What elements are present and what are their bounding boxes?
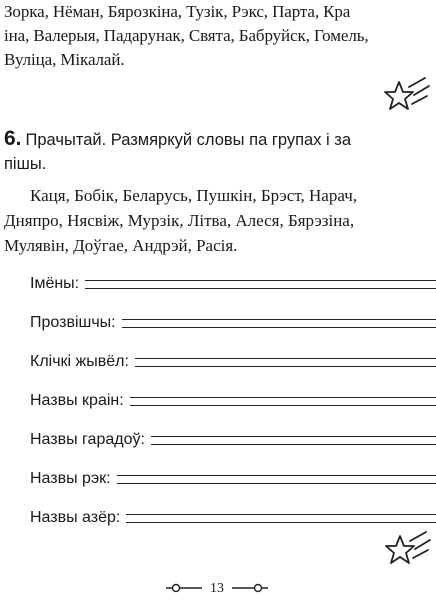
word-list <box>4 183 434 258</box>
word-line: Дняпро, Нясвіж, Мурзік, Літва, Алеся, Бярэзіна, <box>4 211 355 230</box>
task-6-instruction <box>4 127 434 176</box>
writing-line[interactable] <box>85 278 436 294</box>
category-row-rivers <box>30 465 436 489</box>
text-line: Зорка, Нёман, Бярозкіна, Тузік, Рэкс, Парта, Кра <box>4 2 351 21</box>
text-line: іна, Валерыя, Падарунак, Свята, Бабруйск, Гомель, <box>4 26 369 45</box>
category-label: Прозвішчы: <box>30 314 116 331</box>
instruction-line: Прачытай. Размяркуй словы па групах і за <box>25 131 352 149</box>
word-line: Мулявін, Доўгае, Андрэй, Расія. <box>4 236 238 255</box>
writing-line[interactable] <box>122 317 436 333</box>
task-number: 6. <box>4 127 22 150</box>
category-row-cities <box>30 426 436 450</box>
writing-line[interactable] <box>135 356 436 372</box>
writing-line[interactable] <box>151 434 436 450</box>
category-label: Назвы краін: <box>30 392 124 409</box>
footer-ornament-right-icon <box>232 583 268 593</box>
category-row-names <box>30 270 436 294</box>
category-row-countries <box>30 387 436 411</box>
page-footer <box>0 578 436 600</box>
category-row-lakes <box>30 504 436 528</box>
category-row-pet-names <box>30 348 436 372</box>
writing-line[interactable] <box>117 473 436 489</box>
writing-line[interactable] <box>130 395 436 411</box>
category-label: Назвы азёр: <box>30 509 121 526</box>
instruction-line: пішы. <box>4 155 47 173</box>
previous-exercise-text <box>4 0 432 72</box>
category-row-surnames <box>30 309 436 333</box>
footer-ornament-left-icon <box>166 583 202 593</box>
category-label: Клічкі жывёл: <box>30 353 129 370</box>
word-line: Каця, Бобік, Беларусь, Пушкін, Брэст, Нарач, <box>30 186 357 205</box>
category-label: Назвы гарадоў: <box>30 431 145 448</box>
page-number: 13 <box>210 581 224 596</box>
text-line: Вуліца, Мікалай. <box>4 50 125 69</box>
shooting-star-icon <box>380 528 432 572</box>
writing-line[interactable] <box>126 512 436 528</box>
category-label: Назвы рэк: <box>30 470 111 487</box>
category-label: Імёны: <box>30 275 80 292</box>
shooting-star-icon <box>379 74 431 118</box>
